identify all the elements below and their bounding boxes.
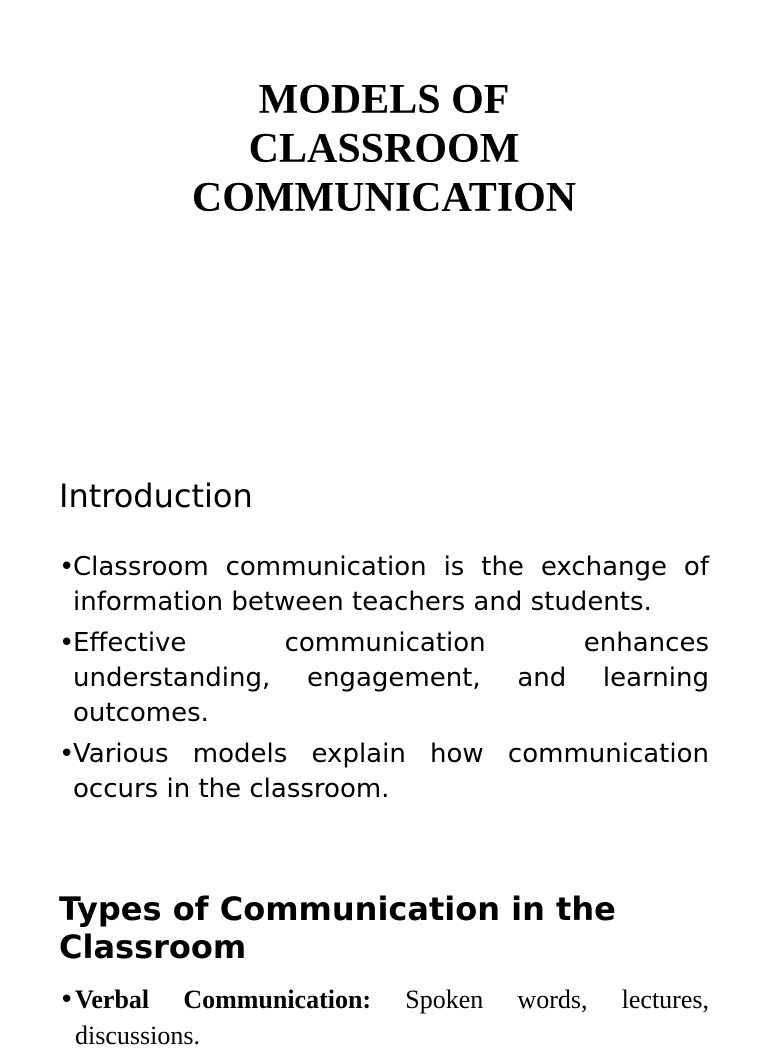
introduction-bullet-list — [59, 550, 709, 813]
bullet-icon: • — [59, 552, 75, 582]
bullet-text: Effective communication enhances understanding, engagement, and learning outcomes. — [73, 628, 709, 728]
bullet-text: Spoken words, lectures, discussions. — [75, 985, 709, 1050]
bullet-text: Various models explain how communication occurs in the classroom. — [73, 739, 709, 804]
bullet-icon: • — [59, 628, 75, 658]
title-line-2: CLASSROOM — [248, 126, 520, 172]
introduction-heading: Introduction — [59, 477, 253, 515]
document-title — [60, 76, 708, 223]
bullet-term: Verbal Communication: — [75, 985, 406, 1014]
types-bullet-list — [59, 982, 709, 1054]
bullet-text: Classroom communication is the exchange of information between teachers and students. — [73, 552, 709, 617]
title-line-3: COMMUNICATION — [191, 175, 577, 221]
title-line-1: MODELS OF — [258, 77, 510, 123]
types-heading: Types of Communication in the Classroom — [59, 890, 616, 966]
bullet-icon: • — [59, 739, 75, 769]
introduction-bullet — [59, 737, 709, 807]
types-bullet — [59, 982, 709, 1054]
introduction-bullet — [59, 626, 709, 731]
bullet-icon: • — [59, 985, 75, 1015]
introduction-bullet — [59, 550, 709, 620]
